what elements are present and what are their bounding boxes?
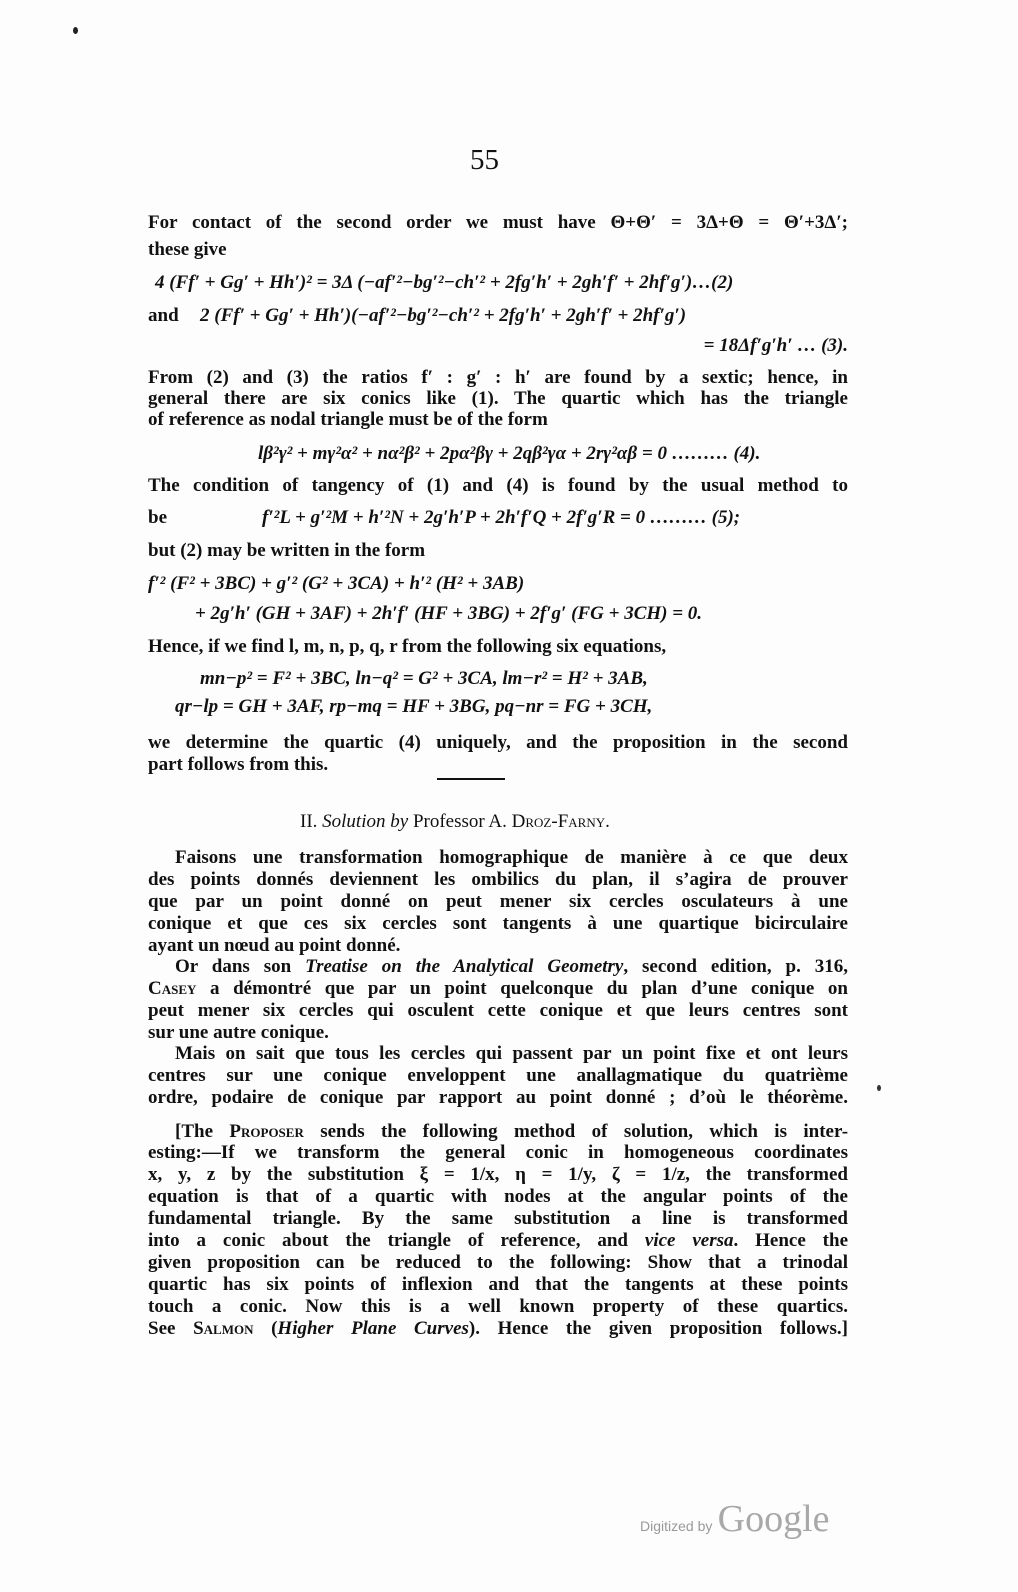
- text-line: quartic has six points of inflexion and that the tangents at these points: [148, 1274, 848, 1295]
- text-line: x, y, z by the substitution ξ = 1/x, η = 1/y, ζ = 1/z, the transformed: [148, 1164, 848, 1185]
- italic-phrase: vice versa: [644, 1230, 734, 1251]
- equation-3a: 2 (Ff′ + Gg′ + Hh′)(−af′²−bg′²−ch′² + 2fg′h′ + 2gh′f′ + 2hf′g′): [200, 305, 687, 326]
- text-span: . Hence the: [733, 1230, 848, 1251]
- section-heading: [300, 810, 610, 834]
- book-title: Higher Plane Curves: [277, 1318, 469, 1339]
- and-label: and: [148, 305, 179, 326]
- text-line: but (2) may be written in the form: [148, 540, 426, 561]
- text-span: ). Hence the given proposition follows.]: [468, 1318, 848, 1339]
- text-line: we determine the quartic (4) uniquely, and the proposition in the second: [148, 732, 848, 753]
- text-line: esting:—If we transform the general conic in homogeneous coordinates: [148, 1142, 848, 1163]
- text-span: (: [271, 1318, 278, 1339]
- text-span: , second edition, p. 316,: [623, 956, 848, 977]
- watermark-prefix: Digitized by: [640, 1518, 713, 1534]
- text-line: [148, 977, 848, 1001]
- google-watermark: [640, 1497, 830, 1541]
- scan-speck: [73, 27, 78, 34]
- equation-4: lβ²γ² + mγ²α² + nα²β² + 2pα²βγ + 2qβ²γα + 2rγ²αβ = 0 ……… (4).: [258, 443, 761, 464]
- text-span: sends the following method of solution, which is inter-: [320, 1121, 848, 1142]
- author-name: Casey: [148, 978, 197, 999]
- book-title: Treatise on the Analytical Geometry: [305, 956, 624, 977]
- section-divider: [437, 778, 505, 780]
- text-line: sur une autre conique.: [148, 1022, 329, 1043]
- text-line: touch a conic. Now this is a well known property of these quartics.: [148, 1296, 848, 1317]
- google-logo: Google: [717, 1498, 830, 1540]
- text-line: For contact of the second order we must have Θ+Θ′ = 3Δ+Θ = Θ′+3Δ′;: [148, 212, 848, 233]
- equation-6b: + 2g′h′ (GH + 3AF) + 2h′f′ (HF + 3BG) + 2f′g′ (FG + 3CH) = 0.: [195, 603, 703, 624]
- heading-solution: Solution by: [322, 811, 409, 832]
- be-label: be: [148, 507, 167, 528]
- equation-2: 4 (Ff′ + Gg′ + Hh′)² = 3Δ (−af′²−bg′²−ch′² + 2fg′h′ + 2gh′f′ + 2hf′g′)…(2): [155, 272, 734, 293]
- equation-7a: mn−p² = F² + 3BC, ln−q² = G² + 3CA, lm−r² = H² + 3AB,: [200, 668, 648, 689]
- text-line: des points donnés deviennent les ombilics du plan, il s’agira de prouver: [148, 869, 848, 890]
- scan-speck: [877, 1085, 881, 1091]
- text-line: que par un point donné on peut mener six cercles osculateurs à une: [148, 891, 848, 912]
- text-line: part follows from this.: [148, 754, 329, 775]
- text-line: Faisons une transformation homographique de manière à ce que deux: [175, 847, 848, 868]
- text-line: The condition of tangency of (1) and (4) is found by the usual method to: [148, 475, 848, 496]
- heading-title: Professor A.: [412, 811, 507, 832]
- equation-7b: qr−lp = GH + 3AF, rp−mq = HF + 3BG, pq−nr = FG + 3CH,: [175, 696, 653, 717]
- heading-author: Droz-Farny.: [511, 811, 610, 832]
- text-line: equation is that of a quartic with nodes at the angular points of the: [148, 1186, 848, 1207]
- text-line: Hence, if we find l, m, n, p, q, r from the following six equations,: [148, 636, 667, 657]
- equation-6a: f′² (F² + 3BC) + g′² (G² + 3CA) + h′² (H² + 3AB): [148, 573, 525, 594]
- text-span: Or dans son: [175, 956, 292, 977]
- author-name: Salmon: [193, 1318, 254, 1339]
- text-line: general there are six conics like (1). The quartic which has the triangle: [148, 388, 848, 409]
- text-span: a démontré que par un point quelconque du plan d’une conique on: [210, 978, 848, 999]
- text-line: From (2) and (3) the ratios f′ : g′ : h′ are found by a sextic; hence, in: [148, 367, 848, 388]
- text-line: Mais on sait que tous les cercles qui passent par un point fixe et ont leurs: [175, 1043, 848, 1064]
- text-span: [The: [175, 1121, 213, 1142]
- page-number: 55: [470, 144, 499, 176]
- heading-number: II.: [300, 811, 318, 832]
- text-line: ayant un nœud au point donné.: [148, 935, 401, 956]
- text-line: centres sur une conique enveloppent une anallagmatique du quatrième: [148, 1065, 848, 1086]
- text-line: these give: [148, 239, 227, 260]
- text-line: [148, 1317, 848, 1341]
- equation-5: f′²L + g′²M + h′²N + 2g′h′P + 2h′f′Q + 2f′g′R = 0 ……… (5);: [262, 507, 741, 528]
- text-line: [175, 955, 848, 979]
- equation-3b: = 18Δf′g′h′ … (3).: [703, 335, 848, 356]
- text-span: into a conic about the triangle of reference, and: [148, 1230, 628, 1251]
- text-line: fundamental triangle. By the same substitution a line is transformed: [148, 1208, 848, 1229]
- text-line: [148, 1229, 848, 1253]
- text-line: ordre, podaire de conique par rapport au point donné ; d’où le théorème.: [148, 1087, 848, 1108]
- author-name: Proposer: [229, 1121, 304, 1142]
- text-line: peut mener six cercles qui osculent cette conique et que leurs centres sont: [148, 1000, 848, 1021]
- text-line: conique et que ces six cercles sont tangents à une quartique bicirculaire: [148, 913, 848, 934]
- text-line: given proposition can be reduced to the following: Show that a trinodal: [148, 1252, 848, 1273]
- text-span: See: [148, 1318, 176, 1339]
- text-line: of reference as nodal triangle must be of the form: [148, 409, 548, 430]
